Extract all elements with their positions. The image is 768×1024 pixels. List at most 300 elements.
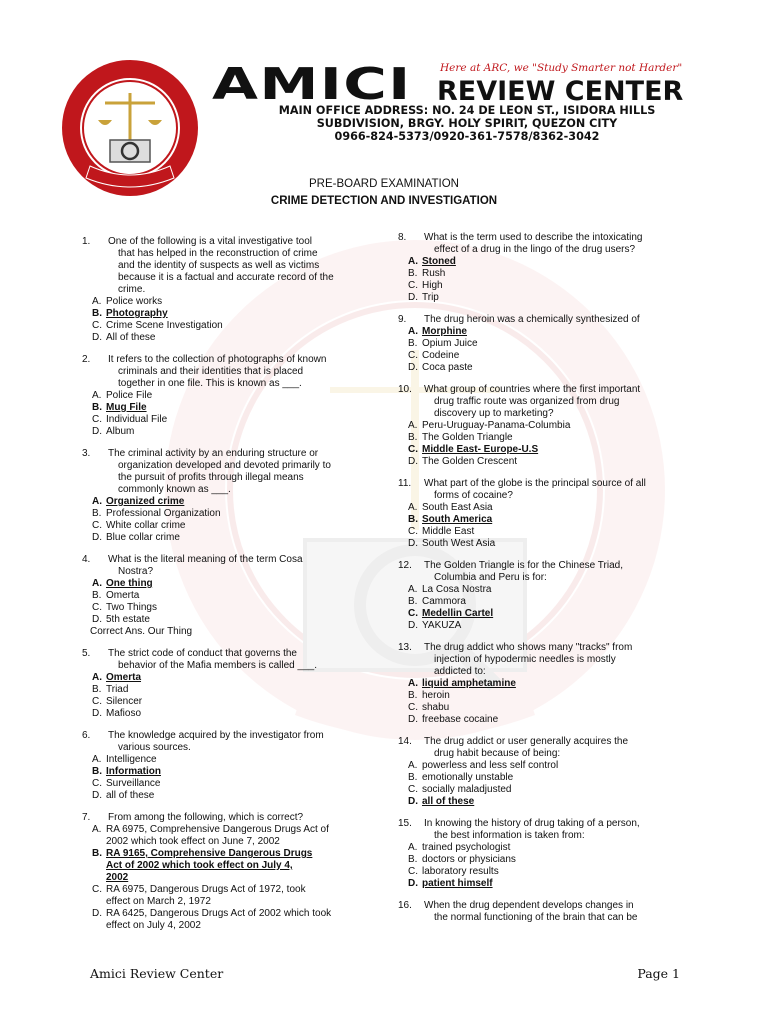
- question-stem: [82, 236, 372, 296]
- option-text-line: emotionally unstable: [422, 772, 514, 783]
- option-text-line: Trip: [422, 292, 439, 303]
- option-text-line: Surveillance: [106, 778, 161, 789]
- question-text: [424, 232, 688, 256]
- question-text-line: crime.: [118, 284, 146, 295]
- option-letter: C.: [408, 526, 418, 537]
- option-letter: B.: [408, 854, 418, 865]
- option-letter: C.: [92, 778, 102, 789]
- option-text: [106, 402, 147, 414]
- option-letter: D.: [92, 708, 102, 719]
- question-text-line: addicted to:: [434, 666, 486, 677]
- option-letter: C.: [92, 414, 102, 425]
- question-number: 5.: [82, 648, 91, 659]
- answer-option: [408, 608, 688, 620]
- question-stem: [398, 232, 688, 256]
- option-text: [422, 842, 510, 854]
- answer-option: [92, 766, 372, 778]
- answer-choice: [92, 696, 372, 708]
- question-text: [424, 818, 688, 842]
- option-text: [106, 496, 184, 508]
- option-letter: B.: [408, 514, 418, 525]
- option-text: [106, 320, 223, 332]
- option-text: [422, 596, 466, 608]
- option-letter: A.: [408, 760, 418, 771]
- answer-choice: [408, 338, 688, 350]
- option-letter: C.: [408, 866, 418, 877]
- question-number: 3.: [82, 448, 91, 459]
- option-letter: B.: [92, 766, 102, 777]
- question-text-line: together in one file. This is known as ___.: [118, 378, 302, 389]
- option-letter: A.: [408, 502, 418, 513]
- question-text: [424, 478, 688, 502]
- option-letter: D.: [92, 532, 102, 543]
- answer-choice: [408, 772, 688, 784]
- left-question-column: [82, 236, 372, 942]
- option-text: [106, 848, 312, 884]
- right-question-column: [398, 232, 688, 934]
- option-text: [106, 614, 150, 626]
- option-text: [422, 268, 445, 280]
- answer-choice: [408, 362, 688, 374]
- option-text: [422, 678, 516, 690]
- option-text-line: Crime Scene Investigation: [106, 320, 223, 331]
- answer-option: [408, 796, 688, 808]
- exam-title: PRE-BOARD EXAMINATION: [309, 178, 459, 190]
- question-text-line: various sources.: [118, 742, 191, 753]
- option-letter: D.: [408, 362, 418, 373]
- option-letter: C.: [92, 884, 102, 895]
- answer-choice: [408, 854, 688, 866]
- option-text: [422, 866, 499, 878]
- answer-choice: [92, 320, 372, 332]
- question-item: [398, 642, 688, 726]
- option-letter: D.: [408, 620, 418, 631]
- option-letter: B.: [92, 590, 102, 601]
- question-stem: [398, 736, 688, 760]
- question-item: [82, 648, 372, 720]
- option-text: [422, 608, 493, 620]
- option-text: [106, 778, 160, 790]
- option-text: [106, 508, 221, 520]
- option-text-line: Cammora: [422, 596, 466, 607]
- option-text: [106, 426, 134, 438]
- answer-option: [92, 308, 372, 320]
- answer-choice: [92, 390, 372, 402]
- option-text: [422, 538, 495, 550]
- option-letter: D.: [408, 878, 418, 889]
- answer-choice: [408, 620, 688, 632]
- option-letter: A.: [92, 754, 102, 765]
- option-letter: A.: [92, 296, 102, 307]
- amici-seal-logo-icon: [60, 58, 200, 198]
- option-text-line: Organized crime: [106, 496, 185, 507]
- answer-choice: [92, 824, 372, 848]
- option-text-line: trained psychologist: [422, 842, 511, 853]
- option-letter: A.: [408, 842, 418, 853]
- question-text: [424, 900, 688, 924]
- question-number: 2.: [82, 354, 91, 365]
- answer-option: [92, 402, 372, 414]
- question-text-line: forms of cocaine?: [434, 490, 513, 501]
- question-text-line: drug traffic route was organized from drug: [434, 396, 620, 407]
- answer-choice: [92, 332, 372, 344]
- answer-option: [92, 496, 372, 508]
- option-text-line: Two Things: [106, 602, 157, 613]
- question-text-line: The knowledge acquired by the investigator from: [108, 730, 324, 741]
- option-text: [106, 672, 141, 684]
- address-line: SUBDIVISION, BRGY. HOLY SPIRIT, QUEZON CITY: [316, 117, 618, 130]
- question-item: [82, 554, 372, 638]
- question-text-line: What is the term used to describe the intoxicating: [424, 232, 643, 243]
- option-text-line: Blue collar crime: [106, 532, 180, 543]
- option-letter: A.: [92, 496, 102, 507]
- option-text-line: Silencer: [106, 696, 143, 707]
- option-text-line: Middle East: [422, 526, 475, 537]
- option-text: [106, 696, 142, 708]
- option-text: [106, 296, 162, 308]
- option-text-line: All of these: [106, 332, 156, 343]
- question-stem: [398, 818, 688, 842]
- question-text-line: the best information is taken from:: [434, 830, 585, 841]
- question-stem: [398, 478, 688, 502]
- office-address: [232, 104, 702, 143]
- question-text-line: discovery up to marketing?: [434, 408, 554, 419]
- option-letter: B.: [408, 690, 418, 701]
- option-text: [106, 884, 306, 908]
- option-letter: D.: [92, 332, 102, 343]
- question-number: 13.: [398, 642, 412, 653]
- option-text: [106, 332, 155, 344]
- answer-option: [92, 578, 372, 590]
- option-letter: C.: [408, 702, 418, 713]
- question-text-line: What part of the globe is the principal source of all: [424, 478, 646, 489]
- question-text-line: because it is a factual and accurate record of the: [118, 272, 334, 283]
- answer-choice: [408, 456, 688, 468]
- answer-choice: [408, 690, 688, 702]
- option-text-line: doctors or physicians: [422, 854, 516, 865]
- question-item: [398, 818, 688, 890]
- question-text-line: The drug heroin was a chemically synthesized of: [424, 314, 640, 325]
- option-letter: B.: [408, 596, 418, 607]
- option-text-line: Police works: [106, 296, 163, 307]
- option-letter: C.: [408, 784, 418, 795]
- option-text: [422, 456, 517, 468]
- question-text-line: The strict code of conduct that governs the: [108, 648, 297, 659]
- question-text: [108, 812, 372, 824]
- question-text: [108, 730, 372, 754]
- answer-choice: [92, 614, 372, 626]
- option-text-line: White collar crime: [106, 520, 186, 531]
- option-text-line: Individual File: [106, 414, 168, 425]
- option-letter: B.: [92, 508, 102, 519]
- question-text: [424, 314, 688, 326]
- question-stem: [398, 560, 688, 584]
- question-text-line: Nostra?: [118, 566, 154, 577]
- option-letter: A.: [92, 578, 102, 589]
- question-number: 11.: [398, 478, 412, 489]
- question-text: [424, 384, 688, 420]
- question-stem: [82, 648, 372, 672]
- question-text-line: From among the following, which is correct?: [108, 812, 304, 823]
- option-text-line: Peru-Uruguay-Panama-Columbia: [422, 420, 571, 431]
- question-number: 8.: [398, 232, 407, 243]
- question-number: 9.: [398, 314, 407, 325]
- answer-choice: [408, 432, 688, 444]
- question-text: [108, 236, 372, 296]
- question-text-line: When the drug dependent develops changes in: [424, 900, 634, 911]
- question-number: 7.: [82, 812, 91, 823]
- answer-option: [408, 514, 688, 526]
- option-text: [106, 590, 139, 602]
- option-text-line: Police File: [106, 390, 153, 401]
- answer-choice: [408, 842, 688, 854]
- option-text-line: Photography: [106, 308, 168, 319]
- answer-choice: [92, 426, 372, 438]
- option-text-line: Omerta: [106, 590, 140, 601]
- option-text: [106, 684, 128, 696]
- option-letter: B.: [92, 308, 102, 319]
- question-text-line: What is the literal meaning of the term Cosa: [108, 554, 303, 565]
- address-line: MAIN OFFICE ADDRESS: NO. 24 DE LEON ST., ISIDORA HILLS: [278, 104, 656, 117]
- option-text: [106, 754, 157, 766]
- question-text: [108, 648, 372, 672]
- question-text-line: commonly known as ___.: [118, 484, 231, 495]
- answer-option: [408, 678, 688, 690]
- option-letter: B.: [92, 684, 102, 695]
- question-text-line: What group of countries where the first important: [424, 384, 641, 395]
- answer-option: [92, 672, 372, 684]
- question-text-line: The drug addict who shows many "tracks" from: [424, 642, 633, 653]
- answer-choice: [92, 508, 372, 520]
- option-text: [422, 514, 492, 526]
- question-text-line: injection of hypodermic needles is mostly: [434, 654, 616, 665]
- option-text: [422, 796, 474, 808]
- question-stem: [82, 354, 372, 390]
- option-letter: D.: [408, 796, 418, 807]
- question-number: 14.: [398, 736, 412, 747]
- question-number: 4.: [82, 554, 91, 565]
- option-text: [422, 878, 493, 890]
- option-text-line: Intelligence: [106, 754, 157, 765]
- option-text-line: Stoned: [422, 256, 456, 267]
- option-text-line: Information: [106, 766, 161, 777]
- option-text-line: Professional Organization: [106, 508, 221, 519]
- question-item: [82, 730, 372, 802]
- option-text-line: shabu: [422, 702, 450, 713]
- option-text: [106, 578, 153, 590]
- option-text-line: RA 6975, Dangerous Drugs Act of 1972, took: [106, 884, 306, 895]
- option-text: [106, 790, 154, 802]
- question-text: [108, 354, 372, 390]
- question-item: [398, 314, 688, 374]
- option-text-line: Album: [106, 426, 135, 437]
- option-text-line: Mug File: [106, 402, 147, 413]
- option-text-line: heroin: [422, 690, 450, 701]
- option-text-line: all of these: [106, 790, 155, 801]
- option-text-line: Act of 2002 which took effect on July 4,: [106, 860, 293, 871]
- option-text: [422, 690, 450, 702]
- question-text-line: organization developed and devoted primarily to: [118, 460, 331, 471]
- option-text: [422, 772, 513, 784]
- question-text-line: In knowing the history of drug taking of a person,: [424, 818, 640, 829]
- question-text-line: The criminal activity by an enduring structure or: [108, 448, 319, 459]
- question-text: [424, 736, 688, 760]
- option-letter: D.: [408, 292, 418, 303]
- option-text-line: La Cosa Nostra: [422, 584, 492, 595]
- question-stem: [398, 314, 688, 326]
- option-text: [422, 702, 449, 714]
- question-number: 6.: [82, 730, 91, 741]
- option-text-line: Morphine: [422, 326, 467, 337]
- answer-choice: [408, 702, 688, 714]
- answer-choice: [92, 590, 372, 602]
- option-text: [422, 854, 516, 866]
- option-letter: D.: [408, 456, 418, 467]
- option-text-line: 2002 which took effect on June 7, 2002: [106, 836, 280, 847]
- question-item: [398, 560, 688, 632]
- question-stem: [398, 900, 688, 924]
- answer-choice: [92, 708, 372, 720]
- footer-page-number: Page 1: [637, 966, 680, 981]
- option-letter: A.: [408, 584, 418, 595]
- question-stem: [82, 812, 372, 824]
- question-text-line: the pursuit of profits through illegal means: [118, 472, 304, 483]
- option-text: [106, 708, 141, 720]
- option-text-line: effect on March 2, 1972: [106, 896, 211, 907]
- option-letter: B.: [408, 432, 418, 443]
- option-letter: C.: [92, 520, 102, 531]
- question-item: [82, 354, 372, 438]
- option-text: [106, 308, 168, 320]
- option-text: [422, 280, 443, 292]
- tagline: Here at ARC, we "Study Smarter not Harder": [440, 62, 683, 74]
- option-text-line: South East Asia: [422, 502, 493, 513]
- answer-choice: [92, 520, 372, 532]
- question-stem: [82, 448, 372, 496]
- answer-choice: [92, 532, 372, 544]
- option-text-line: The Golden Crescent: [422, 456, 518, 467]
- answer-choice: [408, 292, 688, 304]
- option-letter: B.: [408, 772, 418, 783]
- option-text-line: Mafioso: [106, 708, 142, 719]
- option-text: [422, 620, 461, 632]
- option-text: [422, 714, 498, 726]
- brand-review-center-text: REVIEW CENTER: [437, 76, 684, 107]
- question-item: [82, 236, 372, 344]
- option-text-line: RA 6425, Dangerous Drugs Act of 2002 which took: [106, 908, 332, 919]
- answer-choice: [92, 296, 372, 308]
- question-text: [424, 560, 688, 584]
- correct-answer-note: Correct Ans. Our Thing: [90, 626, 193, 637]
- question-item: [398, 478, 688, 550]
- option-letter: A.: [408, 420, 418, 431]
- option-letter: D.: [92, 908, 102, 919]
- option-text: [422, 256, 456, 268]
- option-text-line: Triad: [106, 684, 129, 695]
- subject-title: CRIME DETECTION AND INVESTIGATION: [270, 195, 498, 207]
- option-letter: B.: [408, 268, 418, 279]
- option-text: [422, 362, 473, 374]
- option-text: [422, 326, 467, 338]
- option-letter: C.: [92, 696, 102, 707]
- question-number: 1.: [82, 236, 91, 247]
- answer-choice: [408, 866, 688, 878]
- question-text-line: Columbia and Peru is for:: [434, 572, 547, 583]
- option-text-line: Rush: [422, 268, 446, 279]
- answer-choice: [408, 268, 688, 280]
- option-letter: C.: [408, 444, 418, 455]
- answer-option: [92, 848, 372, 884]
- brand-amici-text: AMICI: [212, 59, 412, 110]
- option-text: [106, 824, 329, 848]
- option-text: [422, 350, 459, 362]
- option-text-line: Opium Juice: [422, 338, 478, 349]
- question-text-line: that has helped in the reconstruction of crime: [118, 248, 318, 259]
- option-text: [422, 432, 513, 444]
- question-text-line: The Golden Triangle is for the Chinese Triad,: [424, 560, 623, 571]
- question-item: [398, 384, 688, 468]
- question-number: 15.: [398, 818, 412, 829]
- option-text-line: Medellin Cartel: [422, 608, 494, 619]
- question-text: [108, 448, 372, 496]
- option-letter: C.: [408, 350, 418, 361]
- option-text-line: South America: [422, 514, 493, 525]
- question-text: [424, 642, 688, 678]
- option-text-line: Coca paste: [422, 362, 473, 373]
- answer-option: [408, 326, 688, 338]
- option-letter: D.: [92, 614, 102, 625]
- option-text-line: One thing: [106, 578, 153, 589]
- option-text-line: freebase cocaine: [422, 714, 499, 725]
- option-letter: D.: [92, 426, 102, 437]
- answer-choice: [408, 350, 688, 362]
- contact-numbers: 0966-824-5373/0920-361-7578/8362-3042: [334, 130, 600, 143]
- option-text-line: socially maladjusted: [422, 784, 512, 795]
- option-text-line: High: [422, 280, 443, 291]
- answer-choice: [408, 584, 688, 596]
- option-letter: D.: [408, 714, 418, 725]
- answer-option: [408, 878, 688, 890]
- question-stem: [82, 730, 372, 754]
- option-letter: C.: [408, 280, 418, 291]
- option-text-line: Middle East- Europe-U.S: [422, 444, 539, 455]
- option-letter: A.: [408, 326, 418, 337]
- answer-choice: [92, 908, 372, 932]
- answer-choice: [92, 754, 372, 766]
- question-text-line: the normal functioning of the brain that can be: [434, 912, 638, 923]
- answer-choice: [92, 790, 372, 802]
- option-letter: B.: [92, 402, 102, 413]
- option-text: [422, 526, 474, 538]
- question-item: [82, 448, 372, 544]
- option-text: [422, 784, 512, 796]
- answer-choice: [92, 684, 372, 696]
- option-letter: A.: [408, 256, 418, 267]
- option-text-line: RA 9165, Comprehensive Dangerous Drugs: [106, 848, 313, 859]
- answer-choice: [408, 596, 688, 608]
- question-text-line: effect of a drug in the lingo of the drug users?: [434, 244, 636, 255]
- option-letter: C.: [92, 602, 102, 613]
- option-text: [106, 520, 185, 532]
- option-text-line: all of these: [422, 796, 475, 807]
- question-number: 16.: [398, 900, 412, 911]
- question-stem: [82, 554, 372, 578]
- option-text-line: 5th estate: [106, 614, 150, 625]
- option-text-line: effect on July 4, 2002: [106, 920, 201, 931]
- question-item: [398, 736, 688, 808]
- answer-choice: [408, 538, 688, 550]
- answer-choice: [92, 778, 372, 790]
